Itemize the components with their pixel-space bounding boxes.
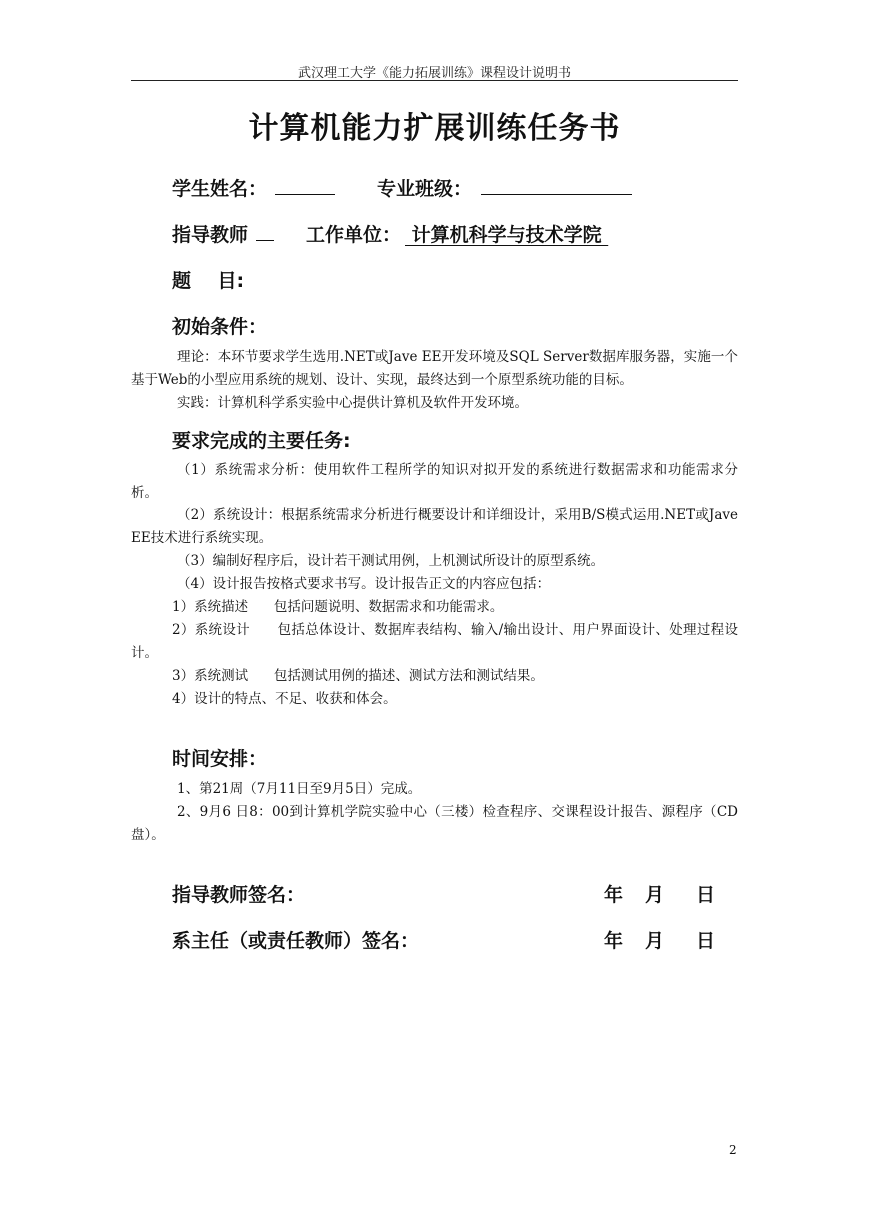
- conditions-heading: 初始条件：: [172, 316, 268, 338]
- unit-value: 计算机科学与技术学院: [405, 224, 609, 246]
- teacher-blank: [256, 222, 274, 241]
- schedule-heading: 时间安排：: [172, 748, 268, 770]
- task-item: （1）系统需求分析：使用软件工程所学的知识对拟开发的系统进行数据需求和功能需求分析。: [131, 462, 738, 501]
- conditions-practice: 实践：计算机科学系实验中心提供计算机及软件开发环境。: [177, 395, 528, 411]
- student-name-label: 学生姓名：: [172, 178, 268, 200]
- task-subitem: 4）设计的特点、不足、收获和体会。: [172, 691, 397, 707]
- tasks-heading: 要求完成的主要任务:: [172, 430, 351, 452]
- class-blank: [481, 176, 632, 195]
- date-month: 月: [645, 884, 665, 906]
- task-subitem: 3）系统测试 包括测试用例的描述、测试方法和测试结果。: [172, 668, 544, 684]
- date-year: 年: [604, 930, 624, 952]
- header-rule: [131, 80, 738, 81]
- teacher-label: 指导教师: [172, 224, 249, 246]
- page-number: 2: [729, 1143, 737, 1157]
- class-label: 专业班级：: [377, 178, 473, 200]
- student-name-blank: [275, 176, 335, 195]
- task-item: （2）系统设计：根据系统需求分析进行概要设计和详细设计，采用B/S模式运用.NET或Jave EE技术进行系统实现。: [131, 507, 738, 546]
- topic-label: 题 目:: [172, 270, 245, 292]
- date-day: 日: [696, 930, 716, 952]
- running-header: 武汉理工大学《能力拓展训练》课程设计说明书: [297, 66, 571, 81]
- task-item: （3）编制好程序后，设计若干测试用例，上机测试所设计的原型系统。: [177, 553, 605, 569]
- task-item: （4）设计报告按格式要求书写。设计报告正文的内容应包括：: [177, 576, 551, 592]
- date-year: 年: [604, 884, 624, 906]
- task-subitem: 2）系统设计 包括总体设计、数据库表结构、输入/输出设计、用户界面设计、处理过程设计。: [131, 622, 738, 661]
- teacher-signature-label: 指导教师签名：: [172, 884, 306, 906]
- schedule-item: 1、第21周（7月11日至9月5日）完成。: [177, 781, 422, 797]
- date-month: 月: [645, 930, 665, 952]
- task-subitem: 1）系统描述 包括问题说明、数据需求和功能需求。: [172, 599, 504, 615]
- director-signature-label: 系主任（或责任教师）签名：: [172, 930, 420, 952]
- conditions-theory: 理论：本环节要求学生选用.NET或Jave EE开发环境及SQL Server数据库服务器，实施一个基于Web的小型应用系统的规划、设计、实现，最终达到一个原型系统功能的目标。: [131, 349, 738, 388]
- date-day: 日: [696, 884, 716, 906]
- unit-label: 工作单位：: [306, 224, 402, 246]
- page-title: 计算机能力扩展训练任务书: [248, 111, 621, 146]
- schedule-item: 2、9月6 日8：00到计算机学院实验中心（三楼）检查程序、交课程设计报告、源程序（CD盘）。: [131, 804, 738, 843]
